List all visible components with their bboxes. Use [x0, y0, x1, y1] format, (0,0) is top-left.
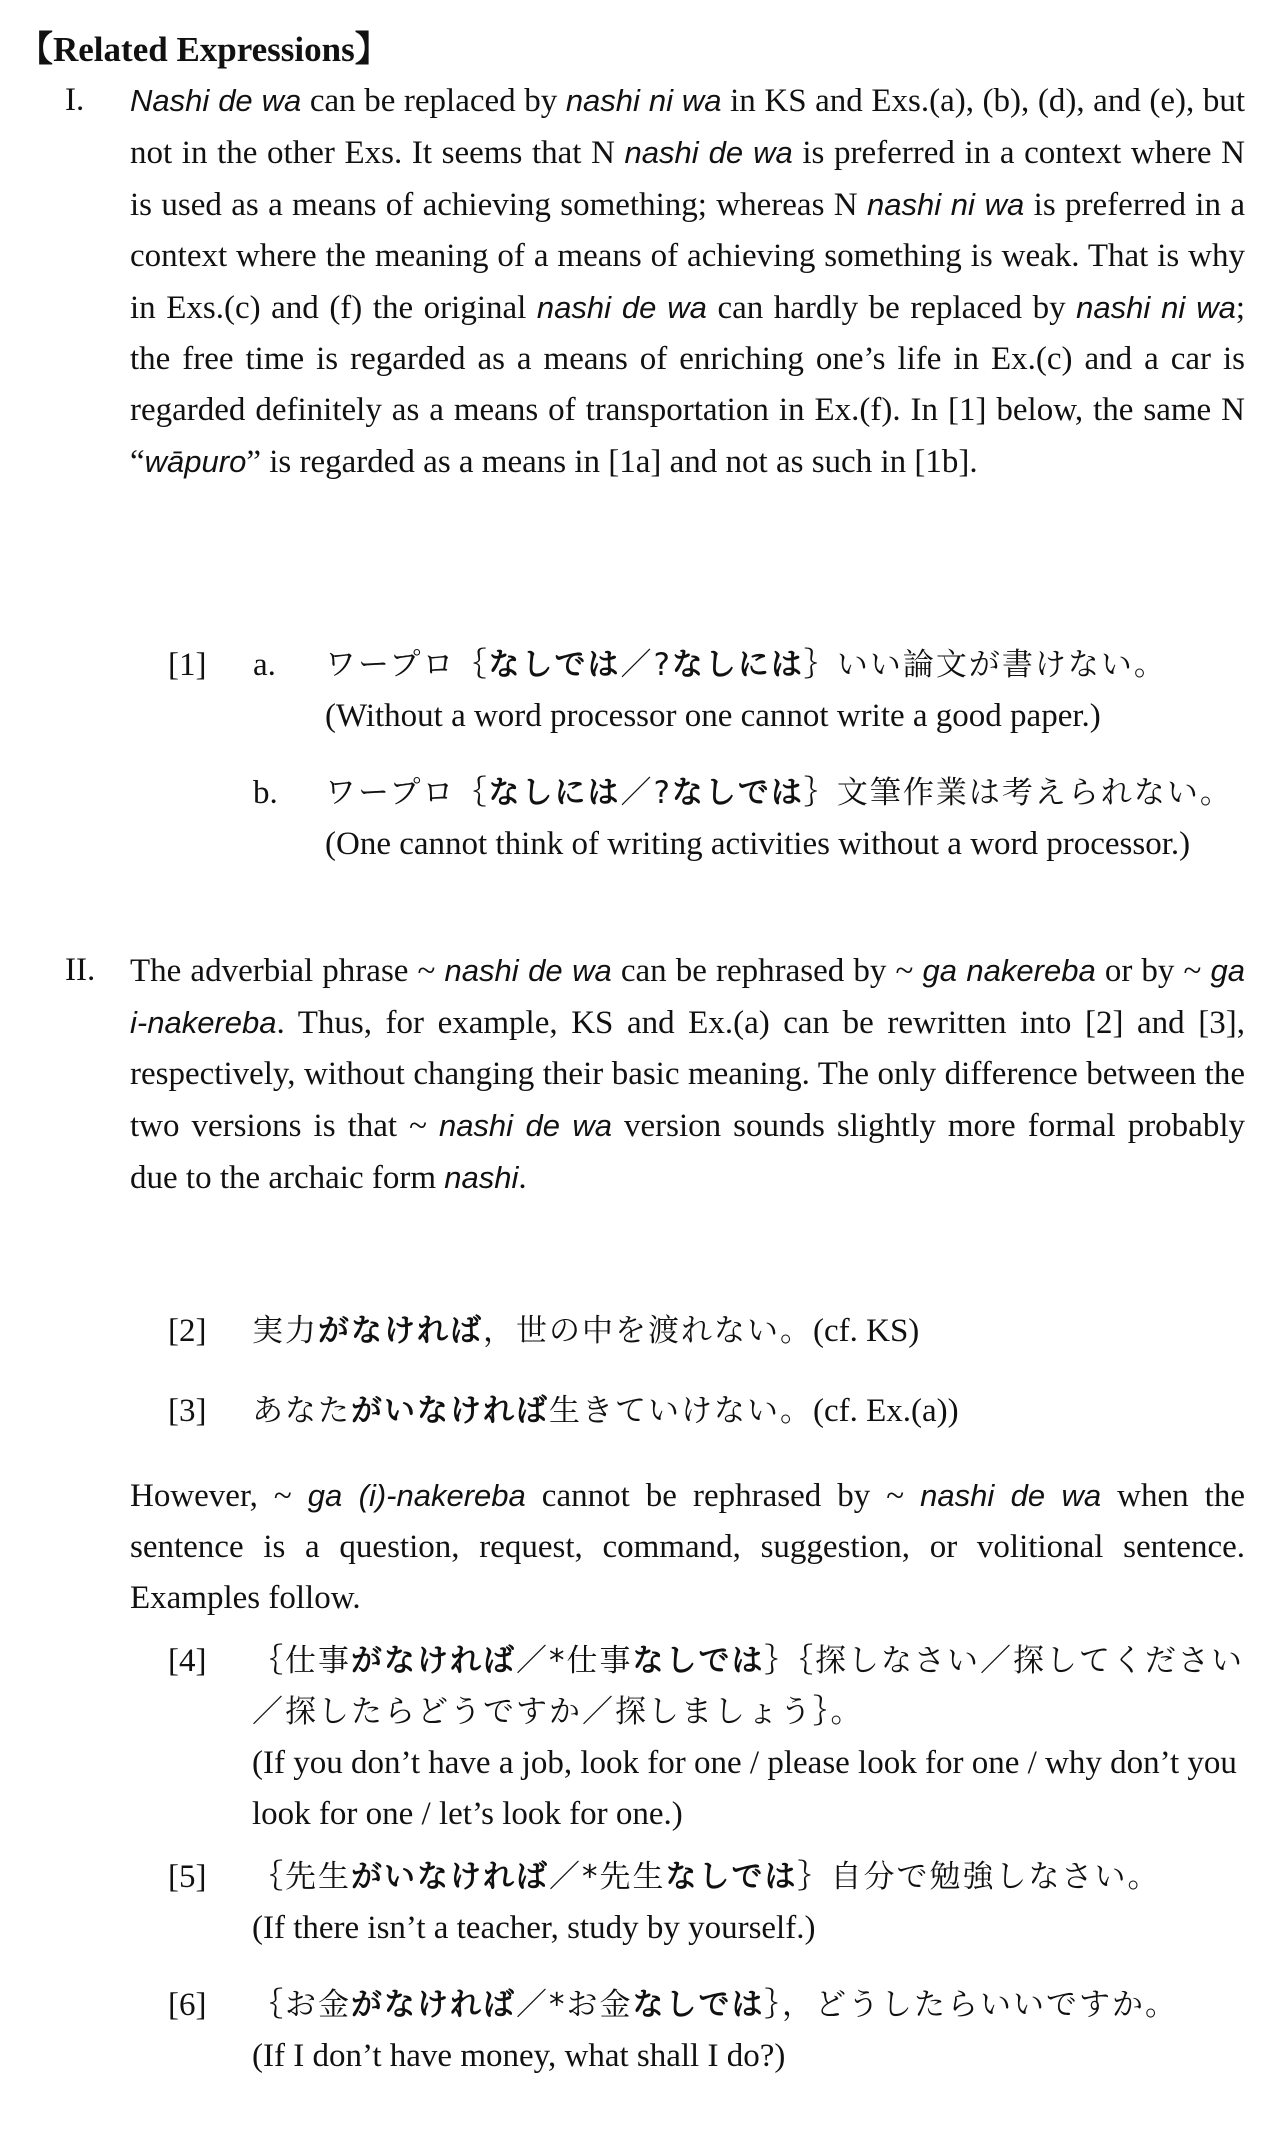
section-heading: 【Related Expressions】: [18, 30, 390, 69]
section-2-paragraph-2: [130, 1470, 1245, 1624]
text-run: . Thus, for example, KS and Ex.(a) can be rewritten into [2] and [3], respectively, without changing their basic meaning. The only difference between the two versions is that ~: [130, 1005, 1245, 1144]
example-1a-translation: (Without a word processor one cannot write a good paper.): [325, 698, 1101, 734]
text-run: can hardly be replaced by: [706, 290, 1077, 326]
bold-form: がなければ: [351, 1987, 516, 2023]
text-run: .: [518, 1160, 527, 1196]
romanized-term: nashi de wa: [536, 290, 707, 325]
text-run: ，世の中を渡れない。: [483, 1313, 813, 1349]
text-run: version sounds slightly more formal probably due to the archaic form: [130, 1108, 1246, 1196]
romanized-term: nashi de wa: [438, 1108, 612, 1143]
example-2-japanese: [252, 1306, 1247, 1357]
section-1-number: I.: [65, 82, 85, 118]
text-run: However, ~: [130, 1478, 308, 1514]
section-1-paragraph: [130, 75, 1245, 488]
example-3-number: [3]: [168, 1393, 207, 1429]
text-run: ” is regarded as a means in [1a] and not as such in [1b].: [246, 444, 978, 480]
text-run: ｝｛探しなさい／探してください／探したらどうですか／探しましょう｝。: [252, 1643, 1244, 1730]
text-run: ／*仕事: [516, 1643, 633, 1679]
bold-form: なしでは: [671, 775, 804, 811]
text-run: ／*先生: [549, 1859, 666, 1895]
example-1b-japanese: [325, 768, 1245, 819]
text-run: ／*お金: [516, 1987, 633, 2023]
romanized-term: ga (i)-nakereba: [307, 1478, 526, 1513]
cross-reference: (cf. KS): [813, 1313, 920, 1349]
romanized-term: ga i-nakereba: [130, 953, 1245, 1040]
text-run: ／?: [620, 775, 672, 811]
text-run: ｛先生: [252, 1859, 351, 1895]
romanized-term: Nashi de wa: [130, 83, 302, 118]
text-run: ／?: [620, 647, 672, 683]
text-run: 生きていけない。: [549, 1393, 813, 1429]
bold-form: がいなければ: [351, 1859, 549, 1895]
example-4-japanese: [252, 1636, 1247, 1738]
example-1a-label: a.: [253, 647, 276, 683]
bold-form: がなければ: [318, 1313, 483, 1349]
romanized-term: nashi de wa: [444, 953, 612, 988]
text-run: あなた: [252, 1393, 351, 1429]
bold-form: なしでは: [665, 1859, 798, 1895]
cross-reference: (cf. Ex.(a)): [813, 1393, 959, 1429]
romanized-term: nashi: [444, 1160, 519, 1195]
example-1b-label: b.: [253, 775, 278, 811]
example-1a-japanese: [325, 640, 1245, 691]
example-5-translation: (If there isn’t a teacher, study by yourself.): [252, 1910, 816, 1946]
example-6-japanese: [252, 1980, 1247, 2031]
text-run: The adverbial phrase ~: [130, 953, 445, 989]
example-3-japanese: [252, 1386, 1247, 1437]
example-6-number: [6]: [168, 1987, 207, 2023]
bold-form: なしでは: [632, 1987, 765, 2023]
text-run: ワープロ｛: [325, 647, 489, 683]
text-run: 実力: [252, 1313, 318, 1349]
text-run: in KS and Exs.(a), (b), (d), and (e), but not in the other Exs. It seems that N: [130, 83, 1246, 171]
bold-form: なしでは: [488, 647, 621, 683]
text-run: ｛仕事: [252, 1643, 351, 1679]
romanized-term: ga nakereba: [922, 953, 1096, 988]
bold-form: がいなければ: [351, 1393, 549, 1429]
bold-form: なしには: [671, 647, 804, 683]
section-2-paragraph-1: [130, 945, 1245, 1204]
text-run: or by ~: [1095, 953, 1211, 989]
example-6-translation: (If I don’t have money, what shall I do?): [252, 2038, 786, 2074]
example-4-translation: (If you don’t have a job, look for one / please look for one / why don’t you look for one / let’s look for one.): [252, 1745, 1237, 1832]
romanized-term: nashi de wa: [920, 1478, 1102, 1513]
romanized-term: nashi de wa: [624, 135, 793, 170]
text-run: is preferred in a context where N is used as a means of achieving something; whereas N: [130, 135, 1245, 223]
text-run: ワープロ｛: [325, 775, 489, 811]
example-5-japanese: [252, 1852, 1247, 1903]
bold-form: がなければ: [351, 1643, 516, 1679]
text-run: ; the free time is regarded as a means of enriching one’s life in Ex.(c) and a car is regarded definitely as a means of transportation in Ex.(f). In [1] below, the same N “: [130, 290, 1246, 480]
example-4-number: [4]: [168, 1643, 207, 1679]
text-run: can be rephrased by ~: [611, 953, 923, 989]
text-run: ｝いい論文が書けない。: [803, 647, 1167, 683]
example-1b-translation: (One cannot think of writing activities without a word processor.): [325, 826, 1191, 862]
text-run: cannot be rephrased by ~: [525, 1478, 921, 1514]
romanized-term: nashi ni wa: [565, 83, 722, 118]
example-5-number: [5]: [168, 1859, 207, 1895]
romanized-term: nashi ni wa: [1076, 290, 1236, 325]
romanized-term: nashi ni wa: [866, 187, 1025, 222]
example-1-number: [1]: [168, 647, 207, 683]
text-run: ｝自分で勉強しなさい。: [797, 1859, 1161, 1895]
example-2-number: [2]: [168, 1313, 207, 1349]
text-run: ｝，どうしたらいいですか。: [764, 1987, 1178, 2023]
bold-form: なしには: [488, 775, 621, 811]
bold-form: なしでは: [632, 1643, 765, 1679]
text-run: ｝文筆作業は考えられない。: [803, 775, 1233, 811]
section-2-number: II.: [65, 952, 96, 988]
text-run: is preferred in a context where the meaning of a means of achieving something is weak. That is why in Exs.(c) and (f) the original: [130, 187, 1245, 326]
text-run: when the sentence is a question, request, command, suggestion, or volitional sentence. Examples follow.: [130, 1478, 1245, 1616]
romanized-term: wāpuro: [144, 444, 247, 479]
text-run: ｛お金: [252, 1987, 351, 2023]
text-run: can be replaced by: [301, 83, 566, 119]
